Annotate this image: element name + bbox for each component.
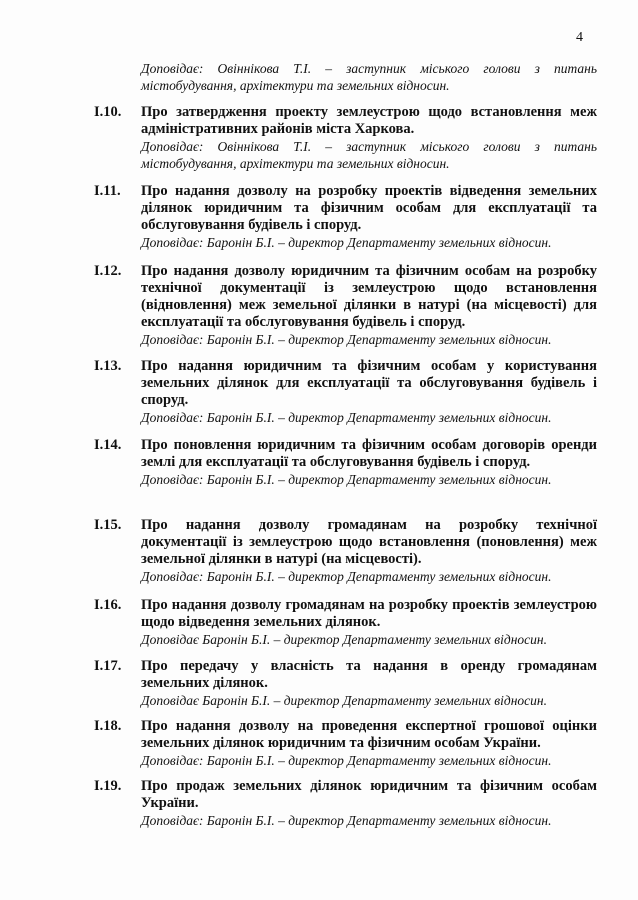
- item-title: Про надання дозволу юридичним та фізичним особам на розробку технічної документації із землеустрою щодо встановлення (відновлення) меж земельної ділянки в натурі (на місцевості) для експлуатації та обслуговування будівель і споруд.: [141, 263, 597, 330]
- item-title: Про поновлення юридичним та фізичним особам договорів оренди землі для експлуатації та обслуговування будівель і споруд.: [141, 437, 597, 470]
- item-title: Про надання дозволу громадянам на розробку проектів землеустрою щодо відведення земельних ділянок.: [141, 597, 597, 630]
- item-number: I.18.: [94, 718, 122, 734]
- item-number: I.13.: [94, 358, 122, 374]
- item-number: I.15.: [94, 517, 122, 533]
- item-speaker: Доповідає: Баронін Б.І. – директор Департаменту земельних відносин.: [141, 472, 552, 487]
- item-number: I.17.: [94, 658, 122, 674]
- item-speaker: Доповідає: Баронін Б.І. – директор Департаменту земельних відносин.: [141, 332, 552, 347]
- item-speaker: Доповідає: Овіннікова Т.І. – заступник міського голови з питань містобудування, архітектури та земельних відносин.: [141, 139, 597, 171]
- item-body: [141, 263, 597, 348]
- item-speaker: Доповідає Баронін Б.І. – директор Департаменту земельних відносин.: [141, 693, 547, 708]
- item-title: Про надання дозволу громадянам на розробку технічної документації із землеустрою щодо встановлення (поновлення) меж земельної ділянки в натурі (на місцевості).: [141, 517, 597, 567]
- item-title: Про надання дозволу на розробку проектів відведення земельних ділянок юридичним та фізичним особам для експлуатації та обслуговування будівель і споруд.: [141, 183, 597, 233]
- item-title: Про затвердження проекту землеустрою щодо встановлення меж адміністративних районів міста Харкова.: [141, 104, 597, 137]
- speaker-text: Доповідає: Овіннікова Т.І. – заступник міського голови з питань містобудування, архітектури та земельних відносин.: [141, 61, 597, 93]
- item-speaker: Доповідає Баронін Б.І. – директор Департаменту земельних відносин.: [141, 632, 547, 647]
- item-title: Про надання юридичним та фізичним особам у користування земельних ділянок для експлуатації та обслуговування будівель і споруд.: [141, 358, 597, 408]
- item-speaker: Доповідає: Баронін Б.І. – директор Департаменту земельних відносин.: [141, 410, 552, 425]
- item-body: [141, 358, 597, 426]
- item-number: I.11.: [94, 183, 121, 199]
- item-speaker: Доповідає: Баронін Б.І. – директор Департаменту земельних відносин.: [141, 753, 552, 768]
- item-body: [141, 104, 597, 172]
- item-number: I.16.: [94, 597, 122, 613]
- item-title: Про передачу у власність та надання в оренду громадянам земельних ділянок.: [141, 658, 597, 691]
- item-number: I.10.: [94, 104, 122, 120]
- item-number: I.12.: [94, 263, 122, 279]
- item-body: [141, 183, 597, 251]
- item-body: [141, 597, 597, 648]
- top-speaker: [141, 60, 597, 94]
- item-number: I.14.: [94, 437, 122, 453]
- item-title: Про надання дозволу на проведення експертної грошової оцінки земельних ділянок юридичним та фізичним особам України.: [141, 718, 597, 751]
- item-number: I.19.: [94, 778, 122, 794]
- item-body: [141, 437, 597, 488]
- item-body: [141, 658, 597, 709]
- page-number: 4: [576, 30, 583, 45]
- item-speaker: Доповідає: Баронін Б.І. – директор Департаменту земельних відносин.: [141, 235, 552, 250]
- item-speaker: Доповідає: Баронін Б.І. – директор Департаменту земельних відносин.: [141, 569, 552, 584]
- item-body: [141, 778, 597, 829]
- item-speaker: Доповідає: Баронін Б.І. – директор Департаменту земельних відносин.: [141, 813, 552, 828]
- item-body: [141, 718, 597, 769]
- item-title: Про продаж земельних ділянок юридичним та фізичним особам України.: [141, 778, 597, 811]
- item-body: [141, 517, 597, 585]
